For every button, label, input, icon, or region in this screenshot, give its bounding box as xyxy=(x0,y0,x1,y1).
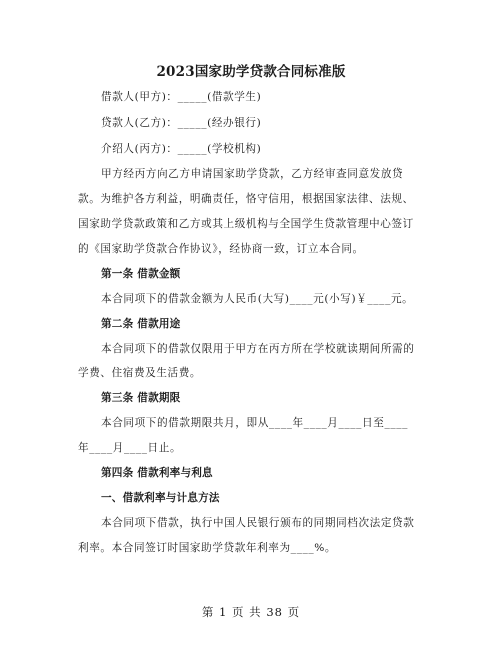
article-2-heading: 第二条 借款用途 xyxy=(101,318,181,330)
document-title: 2023国家助学贷款合同标准版 xyxy=(156,64,346,80)
article-3-heading: 第三条 借款期限 xyxy=(101,392,181,404)
intro-paragraph-line-2: 款。为维护各方利益，明确责任，恪守信用，根据国家法律、法规、 xyxy=(78,193,414,205)
intro-paragraph-line-4: 的《国家助学贷款合作协议》，经协商一致，订立本合同。 xyxy=(78,243,364,255)
party-a-line: 借款人(甲方)：_____(借款学生) xyxy=(101,91,262,103)
article-2-text-line-1: 本合同项下的借款仅限用于甲方在丙方所在学校就读期间所需的 xyxy=(101,343,415,355)
article-4-text-line-2: 利率。本合同签订时国家助学贷款年利率为____%。 xyxy=(78,542,337,554)
article-4-text-line-1: 本合同项下借款，执行中国人民银行颁布的同期同档次法定贷款 xyxy=(101,517,415,529)
intro-paragraph-line-3: 国家助学贷款政策和乙方或其上级机构与全国学生贷款管理中心签订 xyxy=(78,218,414,230)
article-2-text-line-2: 学费、住宿费及生活费。 xyxy=(78,367,202,379)
article-3-text-line-2: 年____月____日止。 xyxy=(78,442,182,454)
intro-paragraph-line-1: 甲方经丙方向乙方申请国家助学贷款，乙方经审查同意发放贷 xyxy=(101,168,404,180)
article-3-text-line-1: 本合同项下的借款期限共月，即从____年____月____日至____ xyxy=(101,417,409,429)
article-4-subheading: 一、借款利率与计息方法 xyxy=(101,492,220,504)
article-4-heading: 第四条 借款利率与利息 xyxy=(101,467,213,479)
party-b-line: 贷款人(乙方)：_____(经办银行) xyxy=(101,117,262,129)
article-1-heading: 第一条 借款金额 xyxy=(101,268,181,280)
article-1-text: 本合同项下的借款金额为人民币(大写)____元(小写)￥____元。 xyxy=(101,293,414,305)
page-number-footer: 第 1 页 共 38 页 xyxy=(201,605,301,619)
party-c-line: 介绍人(丙方)：_____(学校机构) xyxy=(101,143,262,155)
